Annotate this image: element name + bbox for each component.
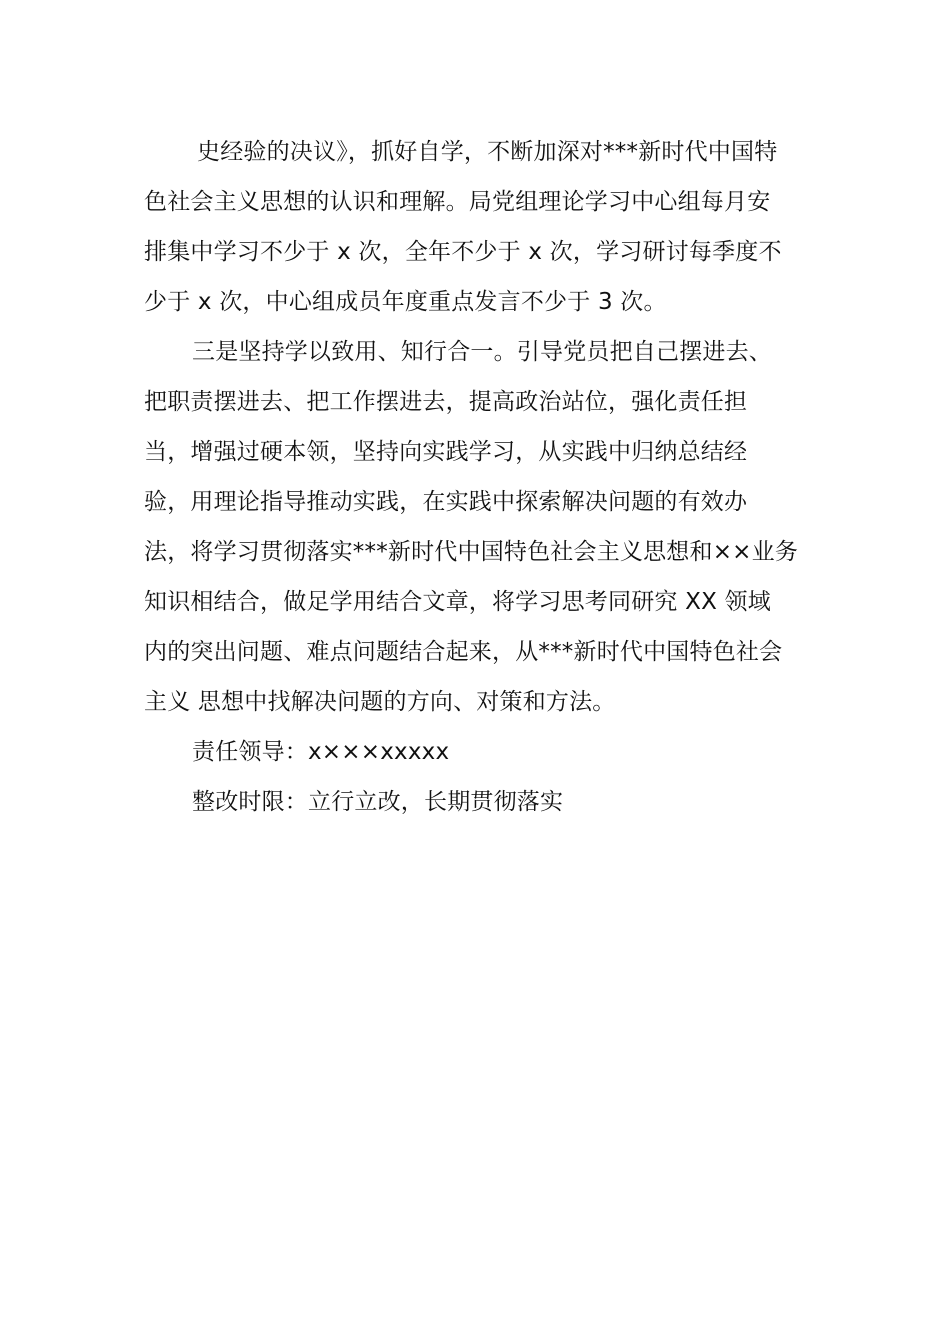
text-line: 少于 x 次，中心组成员年度重点发言不少于 3 次。 <box>144 289 667 315</box>
document-body <box>144 127 810 827</box>
text-line: 三是坚持学以致用、知行合一。引导党员把自己摆进去、 <box>192 339 772 365</box>
rectification-deadline: 整改时限：立行立改，长期贯彻落实 <box>192 789 564 815</box>
text-line: 验，用理论指导推动实践，在实践中探索解决问题的有效办 <box>144 489 748 515</box>
text-line: 把职责摆进去、把工作摆进去，提高政治站位，强化责任担 <box>144 389 748 415</box>
responsible-leader: 责任领导：x×××xxxxx <box>192 739 450 765</box>
text-line: 当，增强过硬本领，坚持向实践学习，从实践中归纳总结经 <box>144 439 748 465</box>
paragraph-study-resolution <box>144 127 810 327</box>
text-line: 排集中学习不少于 x 次，全年不少于 x 次，学习研讨每季度不 <box>144 239 782 265</box>
text-line: 法，将学习贯彻落实***新时代中国特色社会主义思想和××业务 <box>144 539 799 565</box>
text-line: 史经验的决议》，抓好自学，不断加深对***新时代中国特 <box>197 139 778 165</box>
text-line: 色社会主义思想的认识和理解。局党组理论学习中心组每月安 <box>144 189 771 215</box>
text-line: 主义 思想中找解决问题的方向、对策和方法。 <box>144 689 616 715</box>
paragraph-practice <box>144 327 810 727</box>
text-line: 知识相结合，做足学用结合文章，将学习思考同研究 XX 领域 <box>144 589 771 615</box>
text-line: 内的突出问题、难点问题结合起来，从***新时代中国特色社会 <box>144 639 783 665</box>
